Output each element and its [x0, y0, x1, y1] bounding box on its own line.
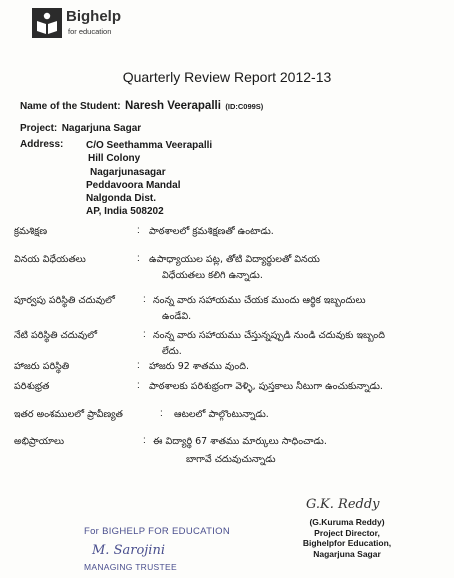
bighelp-logo	[32, 8, 62, 38]
review-value-attendance: హాజరు 92 శాతము వుంది.	[149, 361, 249, 372]
address-label: Address:	[20, 139, 64, 150]
student-id: (ID:C099S)	[225, 102, 264, 111]
director-title: Project Director,	[314, 527, 380, 538]
address-line: Nalgonda Dist.	[86, 193, 157, 205]
colon: :	[143, 329, 146, 340]
review-value-opinion-2: బాగావే చదువుచున్నాడు	[186, 454, 276, 465]
brand-name: Bighelp	[66, 8, 121, 25]
trustee-signature: M. Sarojini	[92, 543, 165, 558]
review-value-present-2: లేదు.	[162, 346, 182, 357]
review-label-humility: వినయ విధేయతలు	[14, 254, 86, 265]
colon: :	[143, 435, 146, 446]
address-block	[86, 139, 212, 219]
address-line: Hill Colony	[88, 153, 141, 165]
review-label-cleanliness: పరిశుభ్రత	[14, 381, 50, 392]
review-value-humility-2: విధేయతలు కలిగి ఉన్నాడు.	[162, 270, 263, 281]
review-value-past-2: ఉండేవి.	[162, 311, 192, 322]
address-line: AP, India 508202	[86, 206, 164, 218]
student-name: Naresh Veerapalli	[125, 100, 221, 112]
colon: :	[137, 360, 140, 371]
colon: :	[137, 253, 140, 264]
review-value-opinion: ఈ విద్యార్థి 67 శాతము మార్కులు సాధించాడు.	[153, 436, 327, 447]
director-location: Nagarjuna Sagar	[313, 548, 381, 559]
review-value-past: నంన్న వారు సహాయము చేయక ముందు ఆర్థిక ఇబ్బందులు	[153, 295, 366, 306]
review-label-discipline: క్రమశిక్షణ	[14, 226, 48, 237]
report-title: Quarterly Review Report 2012-13	[122, 69, 332, 85]
review-value-cleanliness: పాఠశాలకు పరిశుభ్రంగా వెళ్ళి, పుస్తకాలు నీటుగా ఉంచుకున్నాడు.	[149, 381, 383, 392]
director-name: (G.Kuruma Reddy)	[309, 517, 385, 527]
address-line: Nagarjunasagar	[90, 166, 166, 178]
colon: :	[160, 408, 163, 419]
review-value-other: ఆటలలో పాల్గొంటున్నాడు.	[174, 409, 269, 420]
review-label-other: ఇతర అంశములలో ప్రావీణ్యత	[14, 409, 123, 420]
student-name-row	[20, 96, 263, 114]
project-value: Nagarjuna Sagar	[61, 123, 142, 134]
review-label-opinion: అభిప్రాయాలు	[14, 436, 65, 447]
project-row	[20, 118, 141, 136]
director-block	[282, 517, 412, 559]
trustee-title: MANAGING TRUSTEE	[84, 562, 177, 572]
colon: :	[137, 225, 140, 236]
address-line: C/O Seethamma Veerapalli	[86, 140, 213, 151]
review-value-present: నంన్న వారు సహాయము చేస్తున్నప్పుడి నుండి చదువుకు ఇబ్బంది	[153, 330, 385, 341]
project-label: Project:	[20, 123, 58, 134]
brand-tagline: for education	[68, 27, 112, 36]
review-label-past: పూర్వపు పరిస్థితి చదువులో	[14, 295, 115, 306]
review-label-attendance: హాజరు పరిస్థితి	[14, 361, 70, 372]
colon: :	[137, 380, 140, 391]
review-label-present: నేటి పరిస్థితి చదువులో	[14, 330, 97, 341]
colon: :	[143, 294, 146, 305]
student-name-label: Name of the Student:	[20, 101, 121, 112]
director-org: Bighelpfor Education,	[302, 538, 392, 548]
review-value-discipline: పాఠశాలలో క్రమశిక్షణతో ఉంటాడు.	[149, 226, 274, 237]
director-signature: G.K. Reddy	[306, 497, 380, 512]
address-line: Peddavoora Mandal	[86, 179, 181, 191]
org-stamp: For BIGHELP FOR EDUCATION	[84, 526, 230, 537]
review-value-humility: ఉపాధ్యాయుల పట్ల, తోటి విద్యార్థులతో వినయ	[149, 254, 320, 265]
